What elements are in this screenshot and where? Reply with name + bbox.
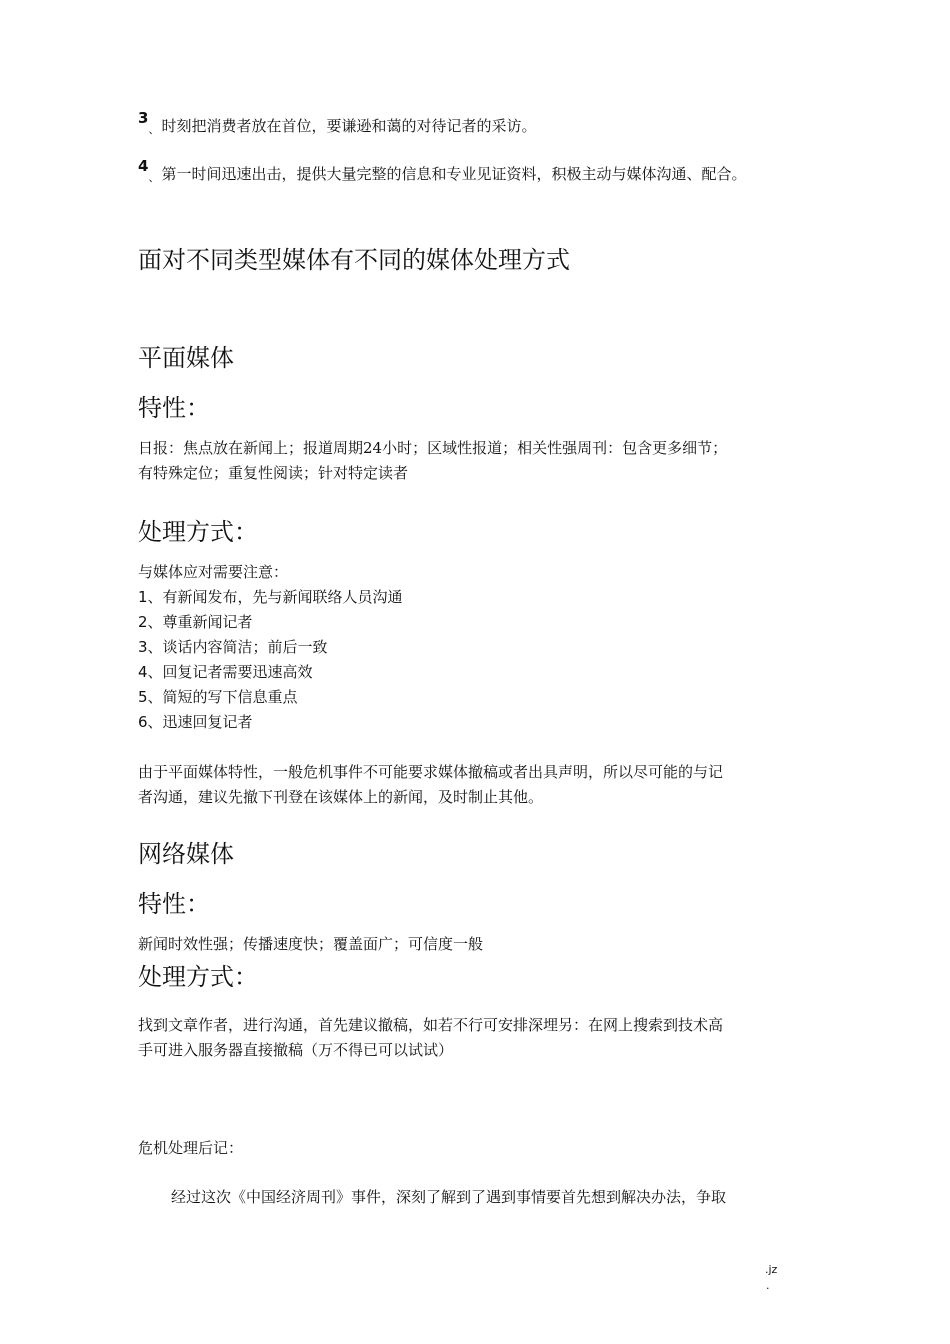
print-media-handling-heading: 处理方式： — [138, 518, 258, 546]
print-media-note-3 — [138, 635, 328, 660]
note-text: 、有新闻发布，先与新闻联络人员沟通 — [147, 588, 403, 606]
postscript-title: 危机处理后记： — [138, 1139, 244, 1157]
intro-item-separator: 、 — [148, 123, 160, 136]
intro-item-number: 3 — [138, 109, 149, 127]
print-media-note-5 — [138, 685, 298, 710]
postscript-line-1: 经过这次《中国经济周刊》事件，深刻了解到了遇到事情要首先想到解决办法，争取 — [171, 1188, 727, 1206]
intro-item-4 — [138, 157, 747, 185]
note-number: 6 — [138, 713, 148, 731]
print-media-traits-line-1: 日报：焦点放在新闻上；报道周期24小时；区域性报道；相关性强周刊：包含更多细节； — [138, 439, 728, 457]
online-media-traits-line: 新闻时效性强；传播速度快；覆盖面广；可信度一般 — [138, 935, 484, 953]
print-media-traits-heading: 特性： — [138, 394, 210, 422]
note-text: 、谈话内容简洁；前后一致 — [147, 638, 328, 656]
print-media-summary-line-1: 由于平面媒体特性，一般危机事件不可能要求媒体撤稿或者出具声明，所以尽可能的与记 — [138, 763, 724, 781]
footer-dot: . — [766, 1279, 770, 1292]
online-media-handling-heading: 处理方式： — [138, 963, 258, 991]
note-text: 、简短的写下信息重点 — [147, 688, 298, 706]
note-number: 1 — [138, 588, 148, 606]
main-heading: 面对不同类型媒体有不同的媒体处理方式 — [138, 246, 570, 274]
note-text: 、尊重新闻记者 — [147, 613, 253, 631]
print-media-summary-line-2: 者沟通，建议先撤下刊登在该媒体上的新闻，及时制止其他。 — [138, 788, 544, 806]
note-number: 4 — [138, 663, 148, 681]
online-media-title: 网络媒体 — [138, 840, 234, 868]
note-text: 、回复记者需要迅速高效 — [147, 663, 313, 681]
print-media-note-2 — [138, 610, 253, 635]
online-media-traits-heading: 特性： — [138, 890, 210, 918]
intro-item-3 — [138, 109, 537, 137]
intro-item-text: 时刻把消费者放在首位，要谦逊和蔼的对待记者的采访。 — [161, 117, 537, 135]
print-media-traits-line-2: 有特殊定位；重复性阅读；针对特定读者 — [138, 464, 409, 482]
intro-item-number: 4 — [138, 157, 149, 175]
print-media-title: 平面媒体 — [138, 344, 234, 372]
print-media-notes-intro: 与媒体应对需要注意： — [138, 563, 289, 581]
online-media-handling-line-2: 手可进入服务器直接撤稿（万不得已可以试试） — [138, 1041, 454, 1059]
intro-item-separator: 、 — [148, 171, 160, 184]
note-text: 、迅速回复记者 — [147, 713, 253, 731]
footer-mark: .jz — [765, 1263, 778, 1276]
print-media-note-6 — [138, 710, 253, 735]
intro-item-text: 第一时间迅速出击，提供大量完整的信息和专业见证资料，积极主动与媒体沟通、配合。 — [161, 165, 747, 183]
note-number: 5 — [138, 688, 148, 706]
online-media-handling-line-1: 找到文章作者，进行沟通，首先建议撤稿，如若不行可安排深埋另：在网上搜索到技术高 — [138, 1016, 724, 1034]
print-media-note-1 — [138, 585, 403, 610]
note-number: 2 — [138, 613, 148, 631]
print-media-note-4 — [138, 660, 313, 685]
note-number: 3 — [138, 638, 148, 656]
